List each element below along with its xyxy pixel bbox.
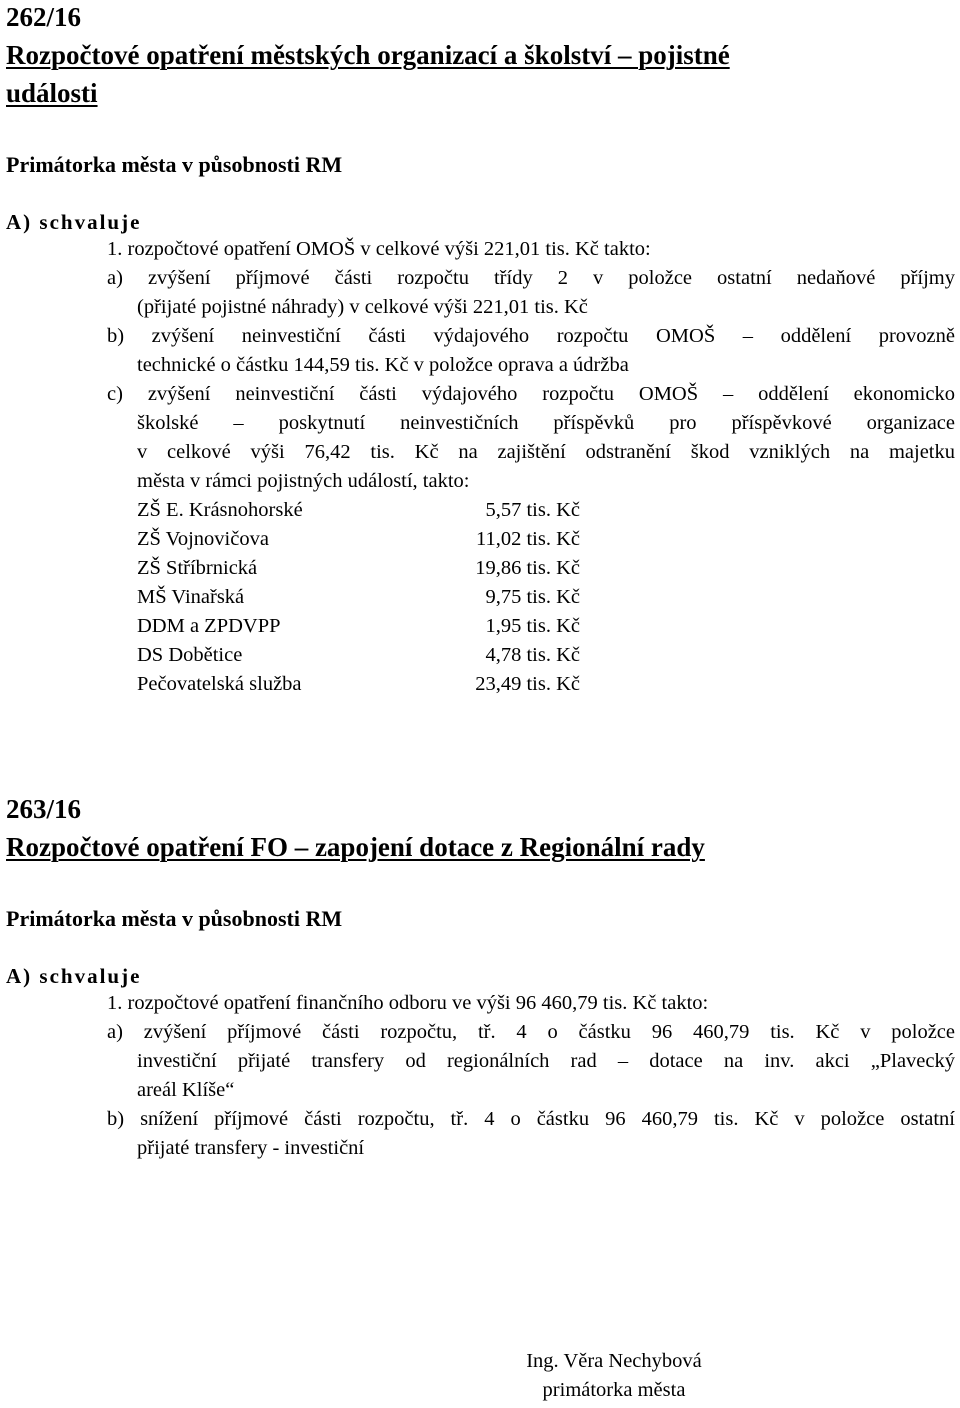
- item-name: DDM a ZPDVPP: [137, 615, 281, 637]
- approves-heading: A) schvaluje: [6, 210, 142, 234]
- item-amount: 9,75 tis. Kč: [485, 586, 580, 608]
- text-line: (přijaté pojistné náhrady) v celkové výši 221,01 tis. Kč: [137, 296, 588, 318]
- text-line: technické o částku 144,59 tis. Kč v položce oprava a údržba: [137, 354, 629, 376]
- item-amount: 5,57 tis. Kč: [485, 499, 580, 521]
- item-name: ZŠ Stříbrnická: [137, 557, 258, 579]
- item-name: Pečovatelská služba: [137, 673, 302, 695]
- authority-line: Primátorka města v působnosti RM: [6, 906, 343, 931]
- text-line: města v rámci pojistných událostí, takto:: [137, 470, 470, 492]
- text-line: b) snížení příjmové části rozpočtu, tř. 4 o částku 96 460,79 tis. Kč v položce ostatní: [107, 1108, 955, 1130]
- item-name: MŠ Vinařská: [137, 586, 245, 608]
- item-name: ZŠ Vojnovičova: [137, 528, 269, 550]
- item-amount: 19,86 tis. Kč: [475, 557, 580, 579]
- item-amount: 23,49 tis. Kč: [475, 673, 580, 695]
- text-line: investiční přijaté transfery od regionálních rad – dotace na inv. akci „Plavecký: [137, 1050, 955, 1072]
- resolution-title: Rozpočtové opatření městských organizací a školství – pojistné: [6, 40, 730, 70]
- item-amount: 4,78 tis. Kč: [485, 644, 580, 666]
- resolution-title: Rozpočtové opatření FO – zapojení dotace z Regionální rady: [6, 832, 705, 862]
- item-amount: 11,02 tis. Kč: [475, 528, 580, 550]
- text-line: přijaté transfery - investiční: [137, 1137, 365, 1159]
- item-name: ZŠ E. Krásnohorské: [137, 499, 303, 521]
- text-line: 1. rozpočtové opatření finančního odboru ve výši 96 460,79 tis. Kč takto:: [107, 992, 709, 1014]
- resolution-number: 262/16: [6, 2, 82, 32]
- approves-heading: A) schvaluje: [6, 964, 142, 988]
- text-line: a) zvýšení příjmové části rozpočtu, tř. 4 o částku 96 460,79 tis. Kč v položce: [107, 1021, 955, 1043]
- item-name: DS Dobětice: [137, 644, 243, 666]
- text-line: c) zvýšení neinvestiční části výdajového rozpočtu OMOŠ – oddělení ekonomicko: [107, 383, 955, 405]
- text-line: školské – poskytnutí neinvestičních příspěvků pro příspěvkové organizace: [137, 412, 955, 434]
- item-amount: 1,95 tis. Kč: [485, 615, 580, 637]
- signature-name: Ing. Věra Nechybová: [526, 1350, 702, 1372]
- authority-line: Primátorka města v působnosti RM: [6, 152, 343, 177]
- text-line: v celkové výši 76,42 tis. Kč na zajištění odstranění škod vzniklých na majetku: [137, 441, 955, 463]
- text-line: b) zvýšení neinvestiční části výdajového rozpočtu OMOŠ – oddělení provozně: [107, 325, 955, 347]
- text-line: 1. rozpočtové opatření OMOŠ v celkové výši 221,01 tis. Kč takto:: [107, 238, 651, 260]
- text-line: a) zvýšení příjmové části rozpočtu třídy 2 v položce ostatní nedaňové příjmy: [107, 267, 955, 289]
- text-line: areál Klíše“: [137, 1079, 235, 1101]
- resolution-number: 263/16: [6, 794, 82, 824]
- resolution-title-continued: události: [6, 78, 98, 108]
- signature-role: primátorka města: [542, 1379, 686, 1401]
